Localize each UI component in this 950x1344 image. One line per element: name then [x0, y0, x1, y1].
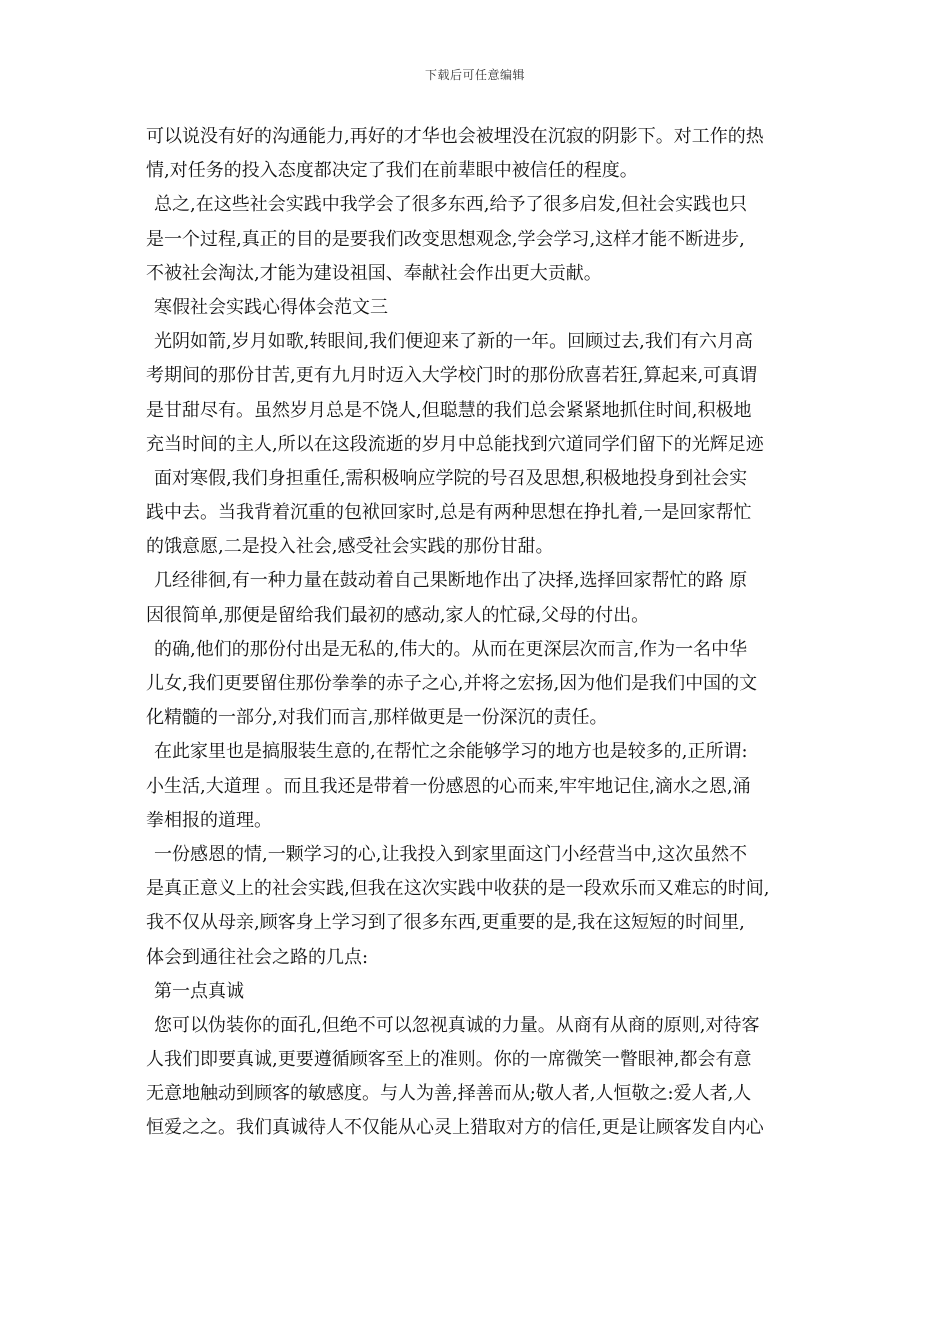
- text-line: 因很简单,那便是留给我们最初的感动,家人的忙碌,父母的付出。: [146, 604, 650, 626]
- text-line: 践中去。当我背着沉重的包袱回家时,总是有两种思想在挣扎着,一是回家帮忙: [146, 502, 752, 524]
- text-line: 人我们即要真诚,更要遵循顾客至上的准则。你的一席微笑一瞥眼神,都会有意: [146, 1049, 752, 1071]
- text-line: 面对寒假,我们身担重任,需积极响应学院的号召及思想,积极地投身到社会实: [154, 467, 748, 489]
- text-line: 是真正意义上的社会实践,但我在这次实践中收获的是一段欢乐而又难忘的时间,: [146, 878, 770, 900]
- text-line: 体会到通往社会之路的几点:: [146, 946, 369, 968]
- text-line: 考期间的那份甘苦,更有九月时迈入大学校门时的那份欣喜若狂,算起来,可真谓: [146, 365, 758, 387]
- text-line: 一份感恩的情,一颗学习的心,让我投入到家里面这门小经营当中,这次虽然不: [154, 843, 748, 865]
- text-line: 光阴如箭,岁月如歌,转眼间,我们便迎来了新的一年。回顾过去,我们有六月高: [154, 331, 753, 353]
- text-line: 我不仅从母亲,顾客身上学习到了很多东西,更重要的是,我在这短短的时间里,: [146, 912, 745, 934]
- page-header: 下载后可任意编辑: [424, 68, 525, 82]
- text-line: 第一点真诚: [154, 980, 244, 1002]
- text-line: 充当时间的主人,所以在这段流逝的岁月中总能找到穴道同学们留下的光辉足迹: [146, 433, 764, 455]
- text-line: 可以说没有好的沟通能力,再好的才华也会被埋没在沉寂的阴影下。对工作的热: [146, 126, 764, 147]
- text-line: 您可以伪装你的面孔,但绝不可以忽视真诚的力量。从商有从商的原则,对待客: [154, 1014, 760, 1036]
- text-line: 小生活,大道理 。而且我还是带着一份感恩的心而来,牢牢地记住,滴水之恩,涌: [146, 775, 751, 797]
- text-line: 的确,他们的那份付出是无私的,伟大的。从而在更深层次而言,作为一名中华: [154, 638, 748, 660]
- text-line: 恒爱之之。我们真诚待人不仅能从心灵上猎取对方的信任,更是让顾客发自内心: [146, 1117, 764, 1139]
- text-line: 在此家里也是搞服装生意的,在帮忙之余能够学习的地方也是较多的,正所谓:: [154, 741, 748, 763]
- document-body: [146, 120, 814, 1146]
- text-line: 化精髓的一部分,对我们而言,那样做更是一份深沉的责任。: [146, 707, 608, 729]
- text-line: 儿女,我们更要留住那份拳拳的赤子之心,并将之宏扬,因为他们是我们中国的文: [146, 673, 758, 694]
- text-line: 的饿意愿,二是投入社会,感受社会实践的那份甘甜。: [146, 536, 554, 558]
- text-line: 总之,在这些社会实践中我学会了很多东西,给予了很多启发,但社会实践也只: [154, 194, 748, 216]
- text-line: 无意地触动到顾客的敏感度。与人为善,择善而从;敬人者,人恒敬之:爱人者,人: [146, 1083, 752, 1105]
- text-line: 是甘甜尽有。虽然岁月总是不饶人,但聪慧的我们总会紧紧地抓住时间,积极地: [146, 399, 752, 421]
- text-line: 几经徘徊,有一种力量在鼓动着自己果断地作出了决择,选择回家帮忙的路 原: [154, 570, 748, 592]
- text-line: 是一个过程,真正的目的是要我们改变思想观念,学会学习,这样才能不断进步,: [146, 228, 745, 250]
- text-line: 拳相报的道理。: [146, 809, 272, 831]
- text-line: 不被社会淘汰,才能为建设祖国、奉献社会作出更大贡献。: [146, 262, 602, 284]
- text-line: 寒假社会实践心得体会范文三: [154, 296, 388, 318]
- text-line: 情,对任务的投入态度都决定了我们在前辈眼中被信任的程度。: [146, 160, 638, 182]
